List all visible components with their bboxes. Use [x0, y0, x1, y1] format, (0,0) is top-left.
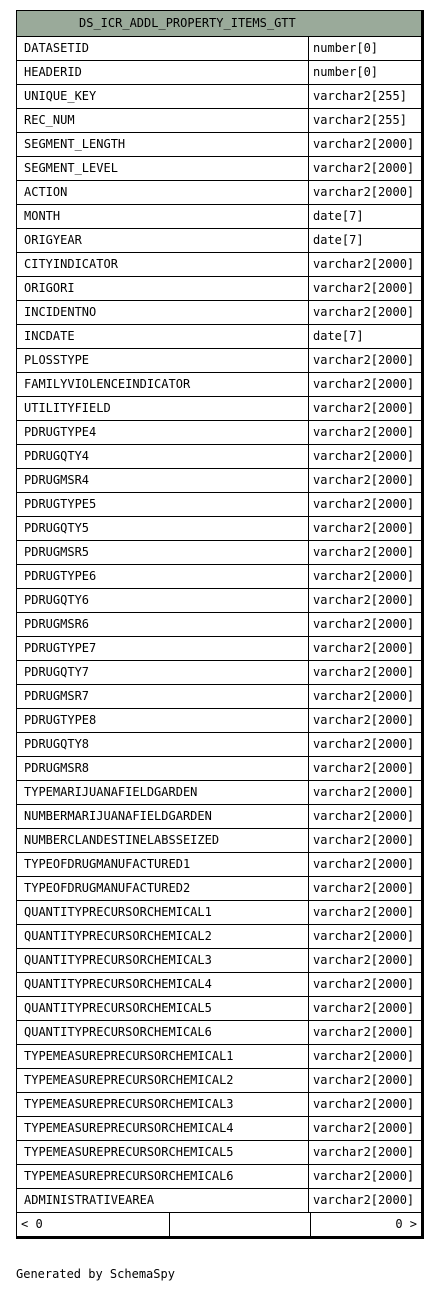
column-type: varchar2[2000]: [313, 161, 415, 175]
column-name: ORIGYEAR: [17, 229, 309, 252]
column-name: PDRUGQTY5: [17, 517, 309, 540]
column-name: TYPEMEASUREPRECURSORCHEMICAL2: [17, 1069, 309, 1092]
column-name: PDRUGMSR7: [17, 685, 309, 708]
column-type: varchar2[2000]: [313, 1073, 415, 1087]
column-name: PDRUGQTY4: [17, 445, 309, 468]
column-row[interactable]: [17, 1141, 421, 1165]
column-name: PDRUGMSR5: [17, 541, 309, 564]
column-name: QUANTITYPRECURSORCHEMICAL5: [17, 997, 309, 1020]
column-type: varchar2[2000]: [313, 1169, 415, 1183]
column-type: varchar2[2000]: [313, 353, 415, 367]
column-row[interactable]: [17, 973, 421, 997]
column-type: varchar2[2000]: [313, 1193, 415, 1207]
column-row[interactable]: [17, 613, 421, 637]
column-type: varchar2[2000]: [313, 497, 415, 511]
column-row[interactable]: [17, 1093, 421, 1117]
column-name: PDRUGQTY6: [17, 589, 309, 612]
column-row[interactable]: [17, 421, 421, 445]
column-type: varchar2[2000]: [313, 809, 415, 823]
column-row[interactable]: [17, 205, 421, 229]
column-name: ORIGORI: [17, 277, 309, 300]
column-row[interactable]: [17, 493, 421, 517]
column-name: TYPEMEASUREPRECURSORCHEMICAL6: [17, 1165, 309, 1188]
column-row[interactable]: [17, 805, 421, 829]
column-row[interactable]: [17, 37, 421, 61]
column-row[interactable]: [17, 853, 421, 877]
column-name: PDRUGTYPE6: [17, 565, 309, 588]
column-name: PDRUGTYPE7: [17, 637, 309, 660]
column-row[interactable]: [17, 901, 421, 925]
column-row[interactable]: [17, 589, 421, 613]
generated-by-label: Generated by SchemaSpy: [16, 1267, 175, 1281]
column-row[interactable]: [17, 733, 421, 757]
column-list: [17, 37, 421, 1213]
column-row[interactable]: [17, 349, 421, 373]
column-type: varchar2[2000]: [313, 881, 415, 895]
column-row[interactable]: [17, 757, 421, 781]
column-type: varchar2[2000]: [313, 761, 415, 775]
column-type: varchar2[2000]: [313, 1145, 415, 1159]
column-name: UNIQUE_KEY: [17, 85, 309, 108]
column-type: varchar2[2000]: [313, 785, 415, 799]
column-name: PLOSSTYPE: [17, 349, 309, 372]
column-row[interactable]: [17, 877, 421, 901]
column-row[interactable]: [17, 637, 421, 661]
column-type: varchar2[2000]: [313, 593, 415, 607]
column-type: varchar2[2000]: [313, 857, 415, 871]
column-type: varchar2[2000]: [313, 569, 415, 583]
column-row[interactable]: [17, 301, 421, 325]
column-name: DATASETID: [17, 37, 309, 60]
column-type: varchar2[2000]: [313, 617, 415, 631]
column-type: varchar2[2000]: [313, 521, 415, 535]
column-type: varchar2[2000]: [313, 185, 415, 199]
parent-count[interactable]: < 0: [17, 1213, 170, 1236]
column-type: varchar2[2000]: [313, 713, 415, 727]
column-name: PDRUGTYPE4: [17, 421, 309, 444]
column-type: varchar2[2000]: [313, 1025, 415, 1039]
column-row[interactable]: [17, 1189, 421, 1213]
column-row[interactable]: [17, 709, 421, 733]
column-row[interactable]: [17, 565, 421, 589]
table-box: [16, 10, 424, 1239]
column-name: PDRUGQTY8: [17, 733, 309, 756]
column-row[interactable]: [17, 997, 421, 1021]
column-type: varchar2[2000]: [313, 401, 415, 415]
column-type: varchar2[2000]: [313, 833, 415, 847]
column-type: varchar2[2000]: [313, 377, 415, 391]
column-row[interactable]: [17, 517, 421, 541]
column-row[interactable]: [17, 949, 421, 973]
column-row[interactable]: [17, 397, 421, 421]
column-row[interactable]: [17, 1165, 421, 1189]
column-name: MONTH: [17, 205, 309, 228]
column-row[interactable]: [17, 469, 421, 493]
column-type: varchar2[2000]: [313, 641, 415, 655]
column-name: QUANTITYPRECURSORCHEMICAL6: [17, 1021, 309, 1044]
column-type: varchar2[2000]: [313, 953, 415, 967]
column-type: varchar2[2000]: [313, 689, 415, 703]
column-type: varchar2[255]: [313, 89, 407, 103]
column-name: ACTION: [17, 181, 309, 204]
column-row[interactable]: [17, 1069, 421, 1093]
column-row[interactable]: [17, 229, 421, 253]
column-type: date[7]: [313, 209, 364, 223]
column-row[interactable]: [17, 781, 421, 805]
column-name: QUANTITYPRECURSORCHEMICAL2: [17, 925, 309, 948]
column-type: varchar2[2000]: [313, 905, 415, 919]
column-row[interactable]: [17, 85, 421, 109]
column-name: PDRUGTYPE5: [17, 493, 309, 516]
column-row[interactable]: [17, 1045, 421, 1069]
column-name: PDRUGQTY7: [17, 661, 309, 684]
column-name: TYPEMEASUREPRECURSORCHEMICAL3: [17, 1093, 309, 1116]
column-name: TYPEOFDRUGMANUFACTURED2: [17, 877, 309, 900]
column-name: ADMINISTRATIVEAREA: [17, 1189, 309, 1212]
column-name: SEGMENT_LEVEL: [17, 157, 309, 180]
column-name: TYPEMEASUREPRECURSORCHEMICAL1: [17, 1045, 309, 1068]
column-type: date[7]: [313, 233, 364, 247]
column-name: FAMILYVIOLENCEINDICATOR: [17, 373, 309, 396]
column-type: number[0]: [313, 41, 379, 55]
column-type: varchar2[255]: [313, 113, 407, 127]
column-row[interactable]: [17, 253, 421, 277]
column-name: SEGMENT_LENGTH: [17, 133, 309, 156]
column-row[interactable]: [17, 373, 421, 397]
column-type: varchar2[2000]: [313, 473, 415, 487]
column-name: QUANTITYPRECURSORCHEMICAL1: [17, 901, 309, 924]
column-type: varchar2[2000]: [313, 1049, 415, 1063]
column-name: PDRUGTYPE8: [17, 709, 309, 732]
column-type: number[0]: [313, 65, 379, 79]
column-name: PDRUGMSR4: [17, 469, 309, 492]
column-row[interactable]: [17, 181, 421, 205]
column-name: NUMBERMARIJUANAFIELDGARDEN: [17, 805, 309, 828]
column-type: varchar2[2000]: [313, 1001, 415, 1015]
column-name: QUANTITYPRECURSORCHEMICAL3: [17, 949, 309, 972]
column-name: TYPEMEASUREPRECURSORCHEMICAL4: [17, 1117, 309, 1140]
column-name: REC_NUM: [17, 109, 309, 132]
column-row[interactable]: [17, 661, 421, 685]
column-row[interactable]: [17, 1021, 421, 1045]
child-count[interactable]: 0 >: [395, 1217, 417, 1231]
column-type: varchar2[2000]: [313, 281, 415, 295]
column-row[interactable]: [17, 277, 421, 301]
column-name: UTILITYFIELD: [17, 397, 309, 420]
column-type: varchar2[2000]: [313, 665, 415, 679]
column-type: varchar2[2000]: [313, 977, 415, 991]
column-name: INCIDENTNO: [17, 301, 309, 324]
column-type: varchar2[2000]: [313, 137, 415, 151]
column-row[interactable]: [17, 109, 421, 133]
column-type: varchar2[2000]: [313, 425, 415, 439]
column-row[interactable]: [17, 541, 421, 565]
column-type: varchar2[2000]: [313, 305, 415, 319]
column-name: HEADERID: [17, 61, 309, 84]
column-name: TYPEMEASUREPRECURSORCHEMICAL5: [17, 1141, 309, 1164]
column-row[interactable]: [17, 157, 421, 181]
column-name: TYPEOFDRUGMANUFACTURED1: [17, 853, 309, 876]
column-row[interactable]: [17, 445, 421, 469]
column-type: varchar2[2000]: [313, 737, 415, 751]
column-name: TYPEMARIJUANAFIELDGARDEN: [17, 781, 309, 804]
footer-spacer: [170, 1213, 311, 1236]
column-row[interactable]: [17, 925, 421, 949]
column-type: varchar2[2000]: [313, 1097, 415, 1111]
column-name: PDRUGMSR8: [17, 757, 309, 780]
column-name: INCDATE: [17, 325, 309, 348]
column-name: PDRUGMSR6: [17, 613, 309, 636]
column-type: varchar2[2000]: [313, 929, 415, 943]
table-title[interactable]: DS_ICR_ADDL_PROPERTY_ITEMS_GTT: [17, 11, 421, 37]
column-row[interactable]: [17, 1117, 421, 1141]
column-type: date[7]: [313, 329, 364, 343]
column-row[interactable]: [17, 685, 421, 709]
column-row[interactable]: [17, 325, 421, 349]
column-name: QUANTITYPRECURSORCHEMICAL4: [17, 973, 309, 996]
column-type: varchar2[2000]: [313, 545, 415, 559]
column-type: varchar2[2000]: [313, 1121, 415, 1135]
column-type: varchar2[2000]: [313, 449, 415, 463]
column-type: varchar2[2000]: [313, 257, 415, 271]
column-row[interactable]: [17, 133, 421, 157]
column-name: NUMBERCLANDESTINELABSSEIZED: [17, 829, 309, 852]
column-name: CITYINDICATOR: [17, 253, 309, 276]
column-row[interactable]: [17, 61, 421, 85]
column-row[interactable]: [17, 829, 421, 853]
table-footer: [17, 1213, 421, 1236]
